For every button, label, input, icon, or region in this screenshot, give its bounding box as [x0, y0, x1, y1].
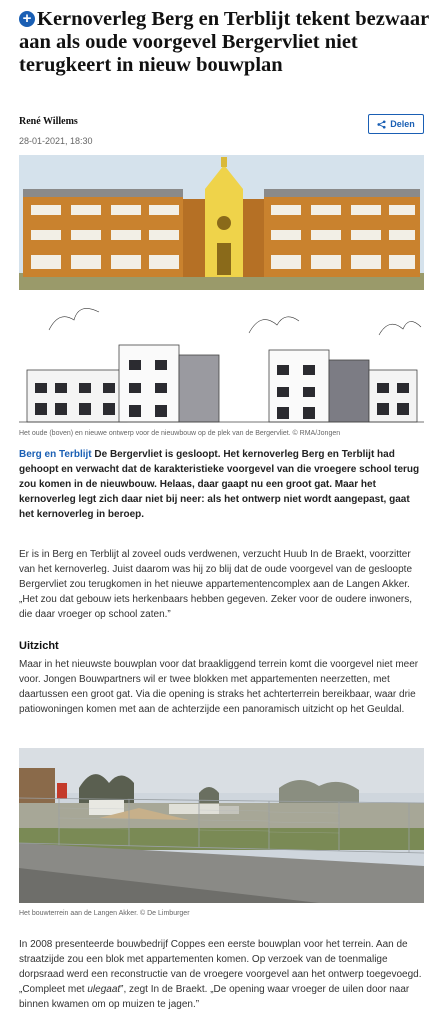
- author-name[interactable]: René Willems: [19, 116, 78, 127]
- image1-caption: Het oude (boven) en nieuwe ontwerp voor de nieuwbouw op de plek van de Bergervliet. © RMA/Jongen: [19, 430, 341, 437]
- lead-text: De Bergervliet is gesloopt. Het kernoverleg Berg en Terblijt had gehoopt en verwacht dat de karakteristieke voorgevel van die vroegere school terug zou komen in de nieuwbouw. Helaas, daar gaapt nu een groot gat. Maar het kernoverleg legt zich daar niet bij neer: als het ontwerp niet wordt aangepast, gaat het kernoverleg in beroep.: [19, 449, 420, 520]
- subheading-uitzicht: Uitzicht: [19, 640, 59, 652]
- share-icon: [377, 120, 386, 129]
- share-label: Delen: [390, 119, 415, 129]
- paragraph-3: [19, 937, 425, 1012]
- lead-place: Berg en Terblijt: [19, 449, 92, 460]
- paragraph-3-part-b: ”, zegt In de Braekt. „De opening waar vroeger de uilen door naar binnen kwamen om op muizen te jagen.”: [19, 984, 410, 1010]
- plus-circle-icon: +: [19, 11, 35, 27]
- image2-caption: Het bouwterrein aan de Langen Akker. © De Limburger: [19, 910, 190, 917]
- paragraph-1: Er is in Berg en Terblijt al zoveel ouds verdwenen, verzucht Huub In de Braekt, voorzitter van het kernoverleg. Juist daarom was hij zo blij dat de oude voorgevel van de gesloopte Bergervliet zou terugkomen in het nieuwe appartementencomplex aan de Langen Akker. „Het zou dat gebouw iets herkenbaars hebben gegeven. Zeker voor de oudere inwoners, die daar vroeger op school zaten.”: [19, 549, 413, 620]
- paragraph-3-emphasis: ulegaat: [87, 984, 121, 995]
- paragraph-2: Maar in het nieuwste bouwplan voor dat braakliggend terrein komt die voorgevel niet meer voor. Jongen Bouwpartners wil er twee blokken met appartementen neerzetten, met daartussen een groot gat. Via die opening is straks het achterterrein bereikbaar, waar drie patiowoningen komen met aan de achterzijde een panoramisch uitzicht op het Geuldal.: [19, 659, 419, 715]
- building-site-photo[interactable]: [19, 748, 424, 903]
- publish-date: 28-01-2021, 18:30: [19, 136, 93, 146]
- article-headline: [19, 8, 429, 77]
- paragraph-3-part-a: In 2008 presenteerde bouwbedrijf Coppes een eerste bouwplan voor het terrein. Aan de straatzijde zou een blok met appartementen komen. Op verzoek van de toenmalige dorpsraad werd een reconstructie van de vroegere voorgevel aan het ontwerp toegevoegd. „Compleet met: [19, 939, 422, 995]
- design-comparison-image[interactable]: [19, 155, 424, 425]
- share-button[interactable]: [368, 114, 424, 134]
- article-lead: [19, 447, 425, 522]
- headline-text: Kernoverleg Berg en Terblijt tekent bezwaar aan als oude voorgevel Bergervliet niet terugkeert in nieuw bouwplan: [19, 8, 429, 76]
